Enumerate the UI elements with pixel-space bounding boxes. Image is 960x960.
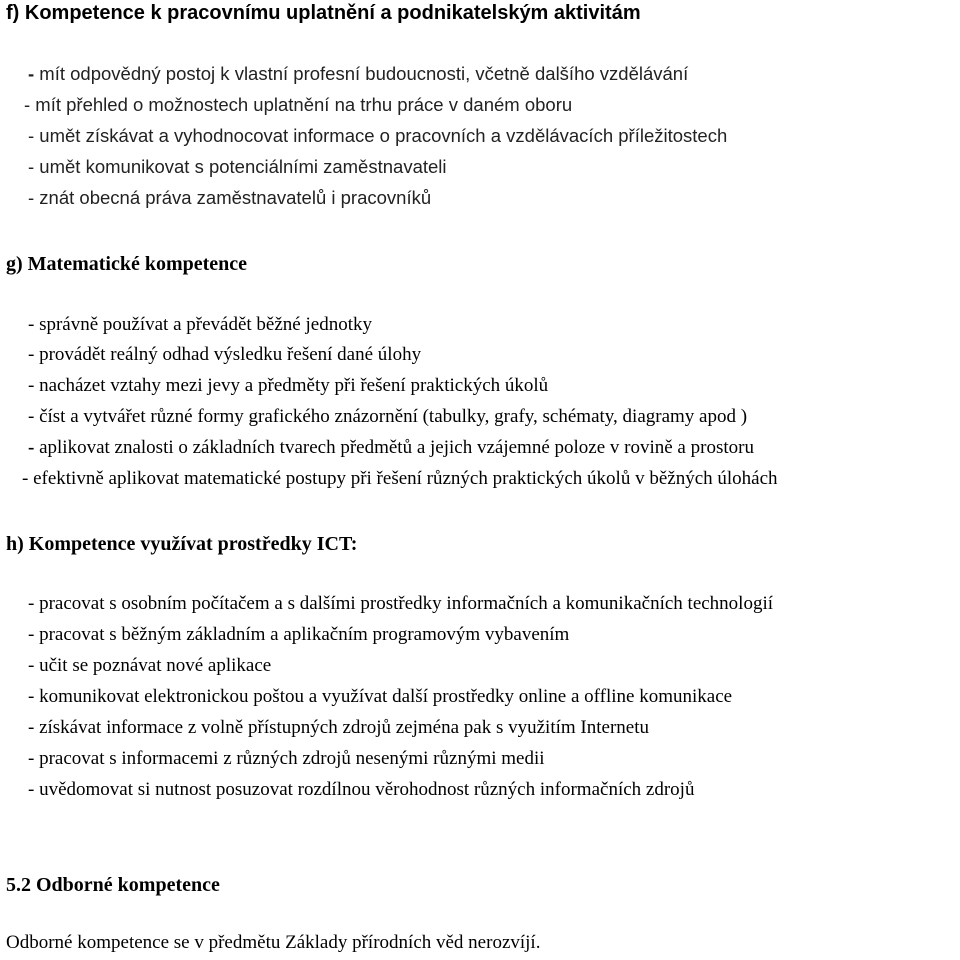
- list-item: [28, 405, 747, 429]
- list-item: [28, 623, 569, 647]
- list-item-text: uvědomovat si nutnost posuzovat rozdílnou věrohodnost různých informačních zdrojů: [34, 779, 695, 800]
- list-dash: -: [24, 94, 31, 115]
- list-item: [22, 467, 778, 491]
- list-item-text: pracovat s běžným základním a aplikačním programovým vybavením: [34, 624, 570, 645]
- list-item: [28, 778, 694, 802]
- list-item-text: pracovat s osobním počítačem a s dalšími prostředky informačních a komunikačních technologií: [34, 593, 774, 614]
- list-item: [28, 343, 421, 367]
- list-dash: -: [28, 686, 35, 707]
- list-dash: -: [28, 717, 35, 738]
- list-dash: -: [28, 375, 35, 396]
- list-item: [28, 155, 447, 179]
- list-item: [28, 436, 754, 460]
- list-dash: -: [28, 314, 35, 335]
- list-item: [28, 685, 732, 709]
- list-item: [28, 716, 649, 740]
- list-dash: -: [28, 63, 35, 84]
- section-h-heading: h) Kompetence využívat prostředky ICT:: [6, 533, 358, 555]
- list-dash: -: [28, 779, 35, 800]
- list-item-text: mít přehled o možnostech uplatnění na trhu práce v daném oboru: [30, 94, 573, 115]
- list-item-text: učit se poznávat nové aplikace: [34, 655, 272, 676]
- list-item-text: nacházet vztahy mezi jevy a předměty při řešení praktických úkolů: [34, 375, 549, 396]
- list-dash: -: [28, 187, 35, 208]
- list-dash: -: [28, 655, 35, 676]
- list-item-text: umět získávat a vyhodnocovat informace o pracovních a vzdělávacích příležitostech: [34, 125, 728, 146]
- odborne-paragraph: Odborné kompetence se v předmětu Základy přírodních věd nerozvíjí.: [6, 932, 541, 953]
- list-item-text: získávat informace z volně přístupných zdrojů zejména pak s využitím Internetu: [34, 717, 649, 738]
- list-item: [28, 124, 727, 148]
- section-f-heading: f) Kompetence k pracovnímu uplatnění a podnikatelským aktivitám: [6, 2, 641, 24]
- section-g-heading: g) Matematické kompetence: [6, 253, 248, 275]
- list-item-text: pracovat s informacemi z různých zdrojů nesenými různými medii: [34, 748, 545, 769]
- list-item: [28, 186, 431, 210]
- list-item: [24, 93, 572, 117]
- list-item-text: aplikovat znalosti o základních tvarech předmětů a jejich vzájemné poloze v rovině a prostoru: [34, 437, 754, 458]
- list-item-text: komunikovat elektronickou poštou a využívat další prostředky online a offline komunikace: [34, 686, 733, 707]
- list-item-text: znát obecná práva zaměstnavatelů i pracovníků: [34, 187, 432, 208]
- list-item-text: efektivně aplikovat matematické postupy při řešení různých praktických úkolů v běžných úlohách: [28, 468, 778, 489]
- section-odborne-heading: 5.2 Odborné kompetence: [6, 874, 220, 896]
- list-item: [28, 374, 548, 398]
- list-item-text: mít odpovědný postoj k vlastní profesní budoucnosti, včetně dalšího vzdělávání: [34, 63, 689, 84]
- list-dash: -: [28, 156, 35, 177]
- list-item: [28, 62, 688, 86]
- list-dash: -: [28, 593, 35, 614]
- list-dash: -: [28, 406, 35, 427]
- list-dash: -: [28, 125, 35, 146]
- list-dash: -: [22, 468, 29, 489]
- list-dash: -: [28, 437, 35, 458]
- list-item-text: správně používat a převádět běžné jednotky: [34, 314, 372, 335]
- list-dash: -: [28, 748, 35, 769]
- list-item: [28, 747, 545, 771]
- list-item: [28, 592, 773, 616]
- list-dash: -: [28, 624, 35, 645]
- list-item: [28, 654, 271, 678]
- list-item-text: číst a vytvářet různé formy grafického znázornění (tabulky, grafy, schématy, diagramy apod ): [34, 406, 748, 427]
- list-item-text: umět komunikovat s potenciálními zaměstnavateli: [34, 156, 447, 177]
- list-item: [28, 313, 372, 337]
- list-dash: -: [28, 344, 35, 365]
- list-item-text: provádět reálný odhad výsledku řešení dané úlohy: [34, 344, 422, 365]
